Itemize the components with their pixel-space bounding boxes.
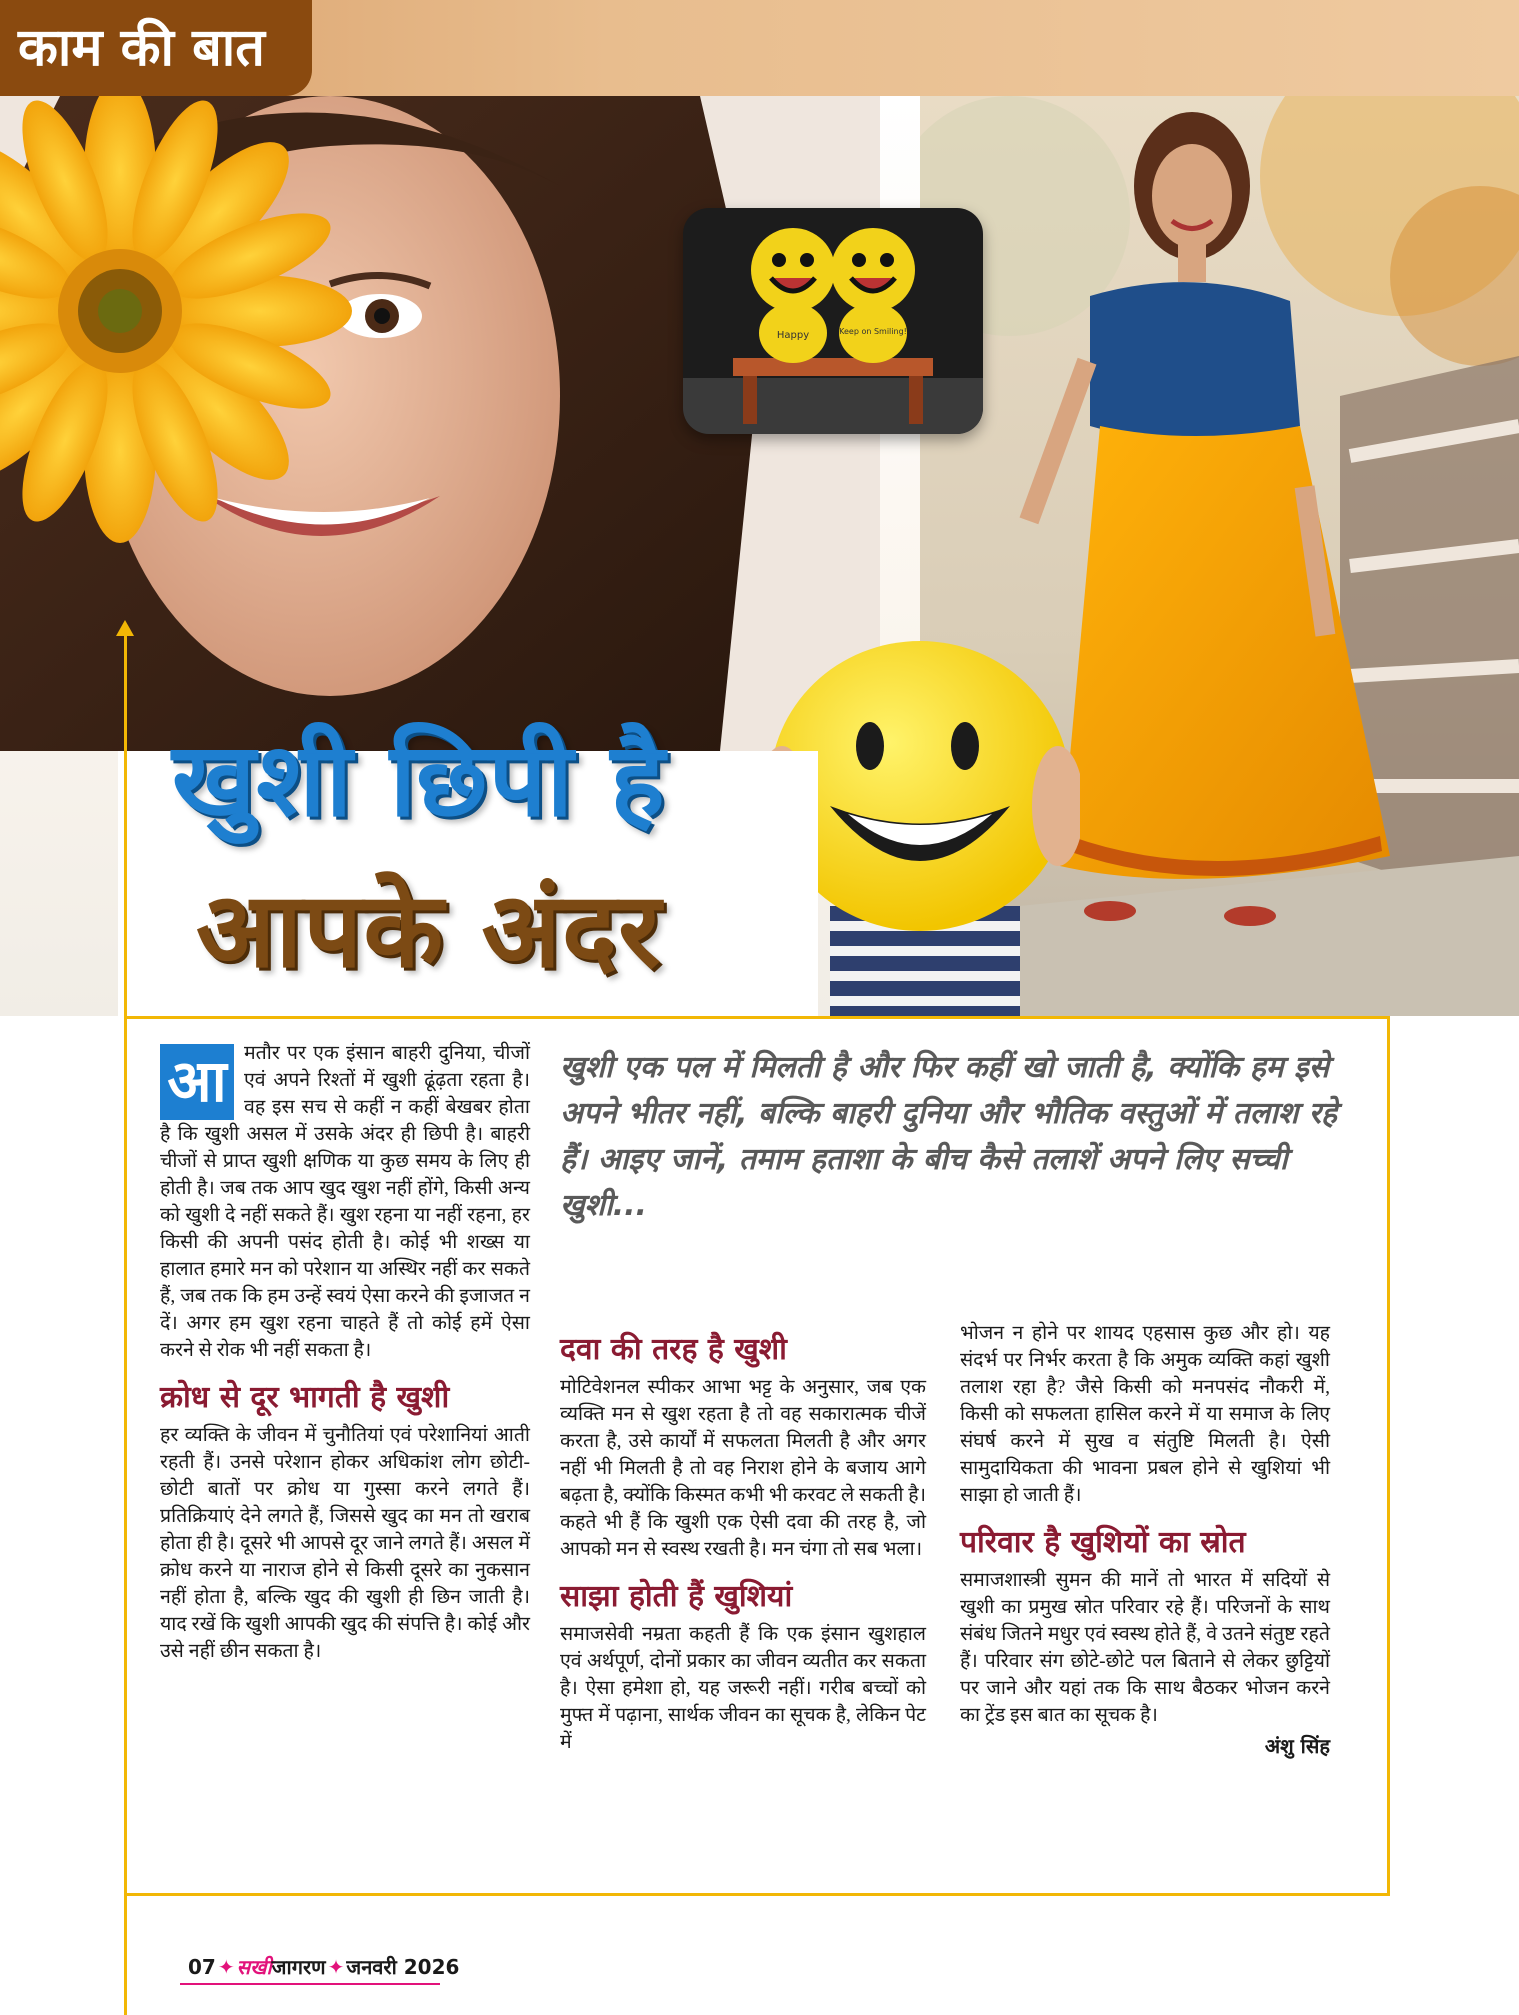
subhead-family: परिवार है खुशियों का स्रोत [960,1525,1246,1560]
brand-sakhi: सखी [236,1955,272,1979]
paragraph-shared-continued: भोजन न होने पर शायद एहसास कुछ और हो। यह संदर्भ पर निर्भर करता है कि अमुक व्यक्ति कहां खुशी तलाश रहा है? जैसे किसी को मनपसंद नौकरी में, किसी को सफलता हासिल करने में या समाज के लिए संघर्ष करने में सुख व संतुष्टि मिलती है। ऐसी सामुदायिकता की भावना प्रबल होने से खुशियां भी साझा हो जाती हैं। [960,1323,1330,1506]
dropcap: आ [160,1044,234,1120]
article-column-3 [960,1320,1330,1760]
folio [188,1953,459,1980]
paragraph-shared: समाजसेवी नम्रता कहती हैं कि एक इंसान खुशहाल एवं अर्थपूर्ण, दोनों प्रकार का जीवन व्यतीत कर सकता है। ऐसा हमेशा हो, यह जरूरी नहीं। गरीब बच्चों को मुफ्त में पढ़ाना, सार्थक जीवन का सूचक है, लेकिन पेट में [560,1624,926,1753]
standfirst: खुशी एक पल में मिलती है और फिर कहीं खो जाती है, क्योंकि हम इसे अपने भीतर नहीं, बल्कि बाहरी दुनिया और भौतिक वस्तुओं में तलाश रहे हैं। आइए जानें, तमाम हताशा के बीच कैसे तलाशें अपने लिए सच्ची खुशी... [560,1050,1337,1223]
section-label: काम की बात [0,0,312,96]
issue-date: जनवरी 2026 [346,1955,460,1979]
intro-text: मतौर पर एक इंसान बाहरी दुनिया, चीजों एवं अपने रिश्तों में खुशी ढूंढ़ता रहता है। वह इस सच से कहीं न कहीं बेखबर होता है कि खुशी असल में उसके अंदर ही छिपी है। बाहरी चीजों से प्राप्त खुशी क्षणिक या कुछ समय के लिए ही होती है। जब तक आप खुद खुश नहीं होंगे, किसी अन्य को खुशी दे नहीं सकते हैं। खुश रहना या नहीं रहना, हर किसी की अपनी पसंद होती है। कोई भी शख्स या हालात हमारे मन को परेशान या अस्थिर नहीं कर सकते हैं, जब तक कि हम उन्हें स्वयं ऐसा करने की इजाजत न दें। अगर हम खुश रहना चाहते हैं तो कोई हमें ऐसा करने से रोक भी नहीं सकता है। [160,1043,530,1361]
paragraph-medicine: मोटिवेशनल स्पीकर आभा भट्ट के अनुसार, जब एक व्यक्ति मन से खुश रहता है तो वह सकारात्मक चीजें करता है, उसे कार्यों में सफलता मिलती है और अगर नहीं भी मिलती है तो वह निराश होने के बजाय आगे बढ़ता है, क्योंकि किस्मत कभी भी करवट ले सकती है। कहते भी हैं कि खुशी एक ऐसी दवा की तरह है, जो आपको मन से स्वस्थ रखती है। मन चंगा तो सब भला। [560,1377,926,1560]
smiley-toys-thumbnail [683,208,983,434]
folio-rule [180,1983,440,1985]
smiley-toys-illustration [683,208,983,434]
publication-name: जागरण [271,1955,326,1979]
star-icon: ✦ [217,1955,235,1979]
byline: अंशु सिंह [1264,1734,1330,1758]
frame-left-rule [124,632,127,2015]
paragraph-family: समाजशास्त्री सुमन की मानें तो भारत में सदियों से खुशी का प्रमुख स्रोत परिवार रहे हैं। परिजनों के साथ संबंध जितने मधुर एवं स्वस्थ होते हैं, वे उतने संतुष्ट रहते हैं। परिवार संग छोटे-छोटे पल बिताने से लेकर छुट्टियों पर जाने और यहां तक कि साथ बैठकर भोजन करने का ट्रेंड इस बात का सूचक है। [960,1570,1330,1726]
frame-top-rule [126,1016,1390,1019]
frame-right-rule [1387,1016,1390,1896]
thumb-caption-right: Keep on Smiling! [839,327,907,336]
subhead-shared: साझा होती हैं खुशियां [560,1579,793,1614]
headline-line-1: खुशी छिपी है [172,721,666,840]
subhead-anger: क्रोध से दूर भागती है खुशी [160,1380,450,1415]
page-number: 07 [188,1955,216,1979]
star-icon: ✦ [327,1955,345,1979]
subhead-medicine: दवा की तरह है खुशी [560,1332,787,1367]
intro-paragraph [160,1040,530,1364]
article-column-2 [560,1330,926,1756]
thumb-caption-left: Happy [776,330,810,341]
paragraph-anger: हर व्यक्ति के जीवन में चुनौतियां एवं परेशानियां आती रहती हैं। उनसे परेशान होकर अधिकांश लोग छोटी-छोटी बातों पर क्रोध या गुस्सा करने लगते हैं। प्रतिक्रियाएं देने लगते हैं, जिससे खुद का मन तो खराब होता ही है। दूसरे भी आपसे दूर जाने लगते हैं। असल में क्रोध करने या नाराज होने से किसी दूसरे का नुकसान नहीं होता है, बल्कि खुद की खुशी ही छिन जाती है। याद रखें कि खुशी आपकी खुद की संपत्ति है। कोई और उसे नहीं छीन सकता है। [160,1425,530,1662]
headline-line-2: आपके अंदर [196,869,662,991]
article-column-1 [160,1040,530,1665]
frame-bottom-rule [126,1893,1390,1896]
